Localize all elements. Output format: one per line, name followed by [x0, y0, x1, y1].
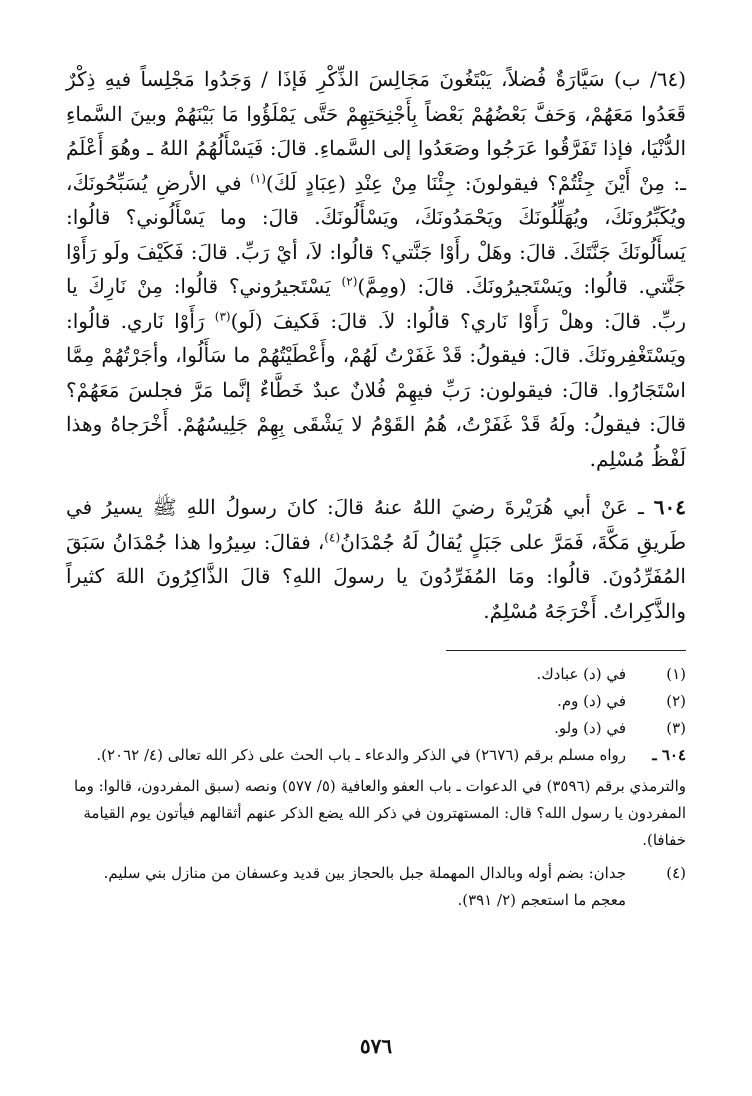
footnote-number: (٢) [666, 692, 686, 710]
footnote-number: (١) [666, 665, 686, 683]
footnote-divider [446, 650, 686, 651]
footnote-1 [66, 661, 686, 688]
footnote-text: في (د) وم. [557, 692, 626, 710]
paragraph-text: رَأَوْا نَاري. قالُوا: ويَسْتَغْفِرونَكَ. قالَ: فيقولُ: قَدْ غَفَرْتُ لَهُمْ، وأَعْطَيْتُهُمْ ما سَأَلُوا، وأجَرْتُهُمْ مِمَّا اسْتَجَارُوا. قالَ: فيقولون: رَبِّ فيهِمْ فُلانٌ عبدٌ خَطَّاءٌ إنَّما مَرَّ فجلسَ مَعَهُمْ؟ قالَ: فيقولُ: ولَهُ قَدْ غَفَرْتُ، هُمُ القَوْمُ لا يَشْقَى بِهِمْ جَلِيسُهُمْ. أَخْرَجاهُ وهذا لَفْظُ مُسْلِم. [66, 308, 686, 471]
footnote-text: في (د) عبادك. [536, 665, 626, 683]
footnote-text: رواه مسلم برقم (٢٦٧٦) في الذكر والدعاء ـ باب الحث على ذكر الله تعالى (٤/ ٢٠٦٢). [96, 746, 626, 764]
page-number: ٥٧٦ [359, 1034, 393, 1058]
footnote-takhrij-604 [66, 742, 686, 769]
footnote-number: (٣) [666, 719, 686, 737]
footnote-number: (٤) [666, 864, 686, 882]
paragraph-text: (٦٤/ ب) سَيَّارَةٌ فُضلاً، يَبْتَغُونَ مَجَالِسَ الذِّكْرِ فَإذَا / وَجَدُوا مَجْلِساً فيهِ ذِكْرٌ قَعَدُوا مَعَهُمْ، وَحَفَّ بَعْضُهُمْ بَعْضاً بِأَجْنِحَتِهِمْ حَتَّى يَمْلَؤُوا مَا بَيْنَهُمْ وبينَ السَّماءِ الدُّنْيَا، فإذا تَفَرَّقُوا عَرَجُوا وصَعَدُوا إلى السَّماءِ. قالَ: فَيَسْأَلُهُمُ اللهُ ـ وهُوَ أَعْلَمُ ـ: مِنْ أَيْنَ جِئْتُمْ؟ فيقولونَ: جِئْنَا مِنْ عِنْدِ (عِبَادٍ لَكَ) [66, 67, 686, 195]
footnote-ref-4: (٤) [324, 529, 341, 544]
footnote-number: ٦٠٤ ـ [652, 746, 686, 764]
footnote-ref-1: (١) [250, 170, 266, 185]
paragraph-text: ، فقالَ: سِيرُوا هذا جُمْدَانُ سَبَقَ المُفَرِّدُونَ. قالُوا: ومَا المُفَرِّدُونَ يا رسولَ اللهِ؟ قالَ الذَّاكِرُونَ اللهَ كثيراً والذَّكِراتُ. أَخْرَجَهُ مُسْلِمٌ. [66, 529, 686, 623]
hadith-603-continuation [66, 62, 686, 476]
paragraph-text: في الأرضِ يُسَبِّحُونَكَ، ويُكَبِّرُونَكَ، ويُهَلِّلُونَكَ ويَحْمَدُونَكَ، ويَسْأَلُونَكَ. قالَ: وما يَسْأَلُوني؟ قالُوا: يَسأَلُونَكَ جَنَّتَكَ. قالَ: وهَلْ رأَوْا جَنَّتي؟ قالُوا: لاَ، أيْ رَبِّ. قالَ: فَكَيْفَ ولَو رَأَوْا جَنَّتي. قالُوا: ويَسْتَجيرُونَكَ. قالَ: (ومِمَّ) [66, 170, 687, 298]
footnote-4 [66, 860, 686, 914]
footnote-text: في (د) ولو. [554, 719, 626, 737]
paragraph-text: ـ عَنْ أبي هُرَيْرةَ رضيَ اللهُ عنهُ قالَ: كانَ رسولُ اللهِ ﷺ يسيرُ في طَريقِ مَكَّةَ، فَمَرَّ على جَبَلٍ يُقالُ لَهُ جُمْدَانُ [66, 495, 686, 554]
paragraph-text: يَسْتَجيرُوني؟ قالُوا: مِنْ نَارِكَ يا ربِّ. قالَ: وهلْ رَأَوْا نَاري؟ قالُوا: لاَ. قالَ: فَكيفَ (لَو) [66, 274, 686, 333]
footnote-3 [66, 715, 686, 742]
footnote-text: جدان: بضم أوله وبالدال المهملة جبل بالحجاز بين قديد وعسفان من منازل بني سليم. معجم ما استعجم (٢/ ٣٩١). [103, 864, 626, 909]
footnotes [66, 661, 686, 914]
hadith-number: ٦٠٤ [653, 495, 686, 519]
footnote-ref-2: (٢) [341, 274, 358, 289]
hadith-604 [66, 490, 686, 628]
footnote-ref-3: (٣) [214, 308, 231, 323]
footnote-takhrij-continuation: والترمذي برقم (٣٥٩٦) في الدعوات ـ باب العفو والعافية (٥/ ٥٧٧) ونصه (سبق المفردون، قالوا: وما المفردون يا رسول الله؟ قال: المستهترون في ذكر الله يضع الذكر عنهم أثقالهم فيأتون يوم القيامة خفافا). [74, 777, 686, 849]
footnote-2 [66, 688, 686, 715]
